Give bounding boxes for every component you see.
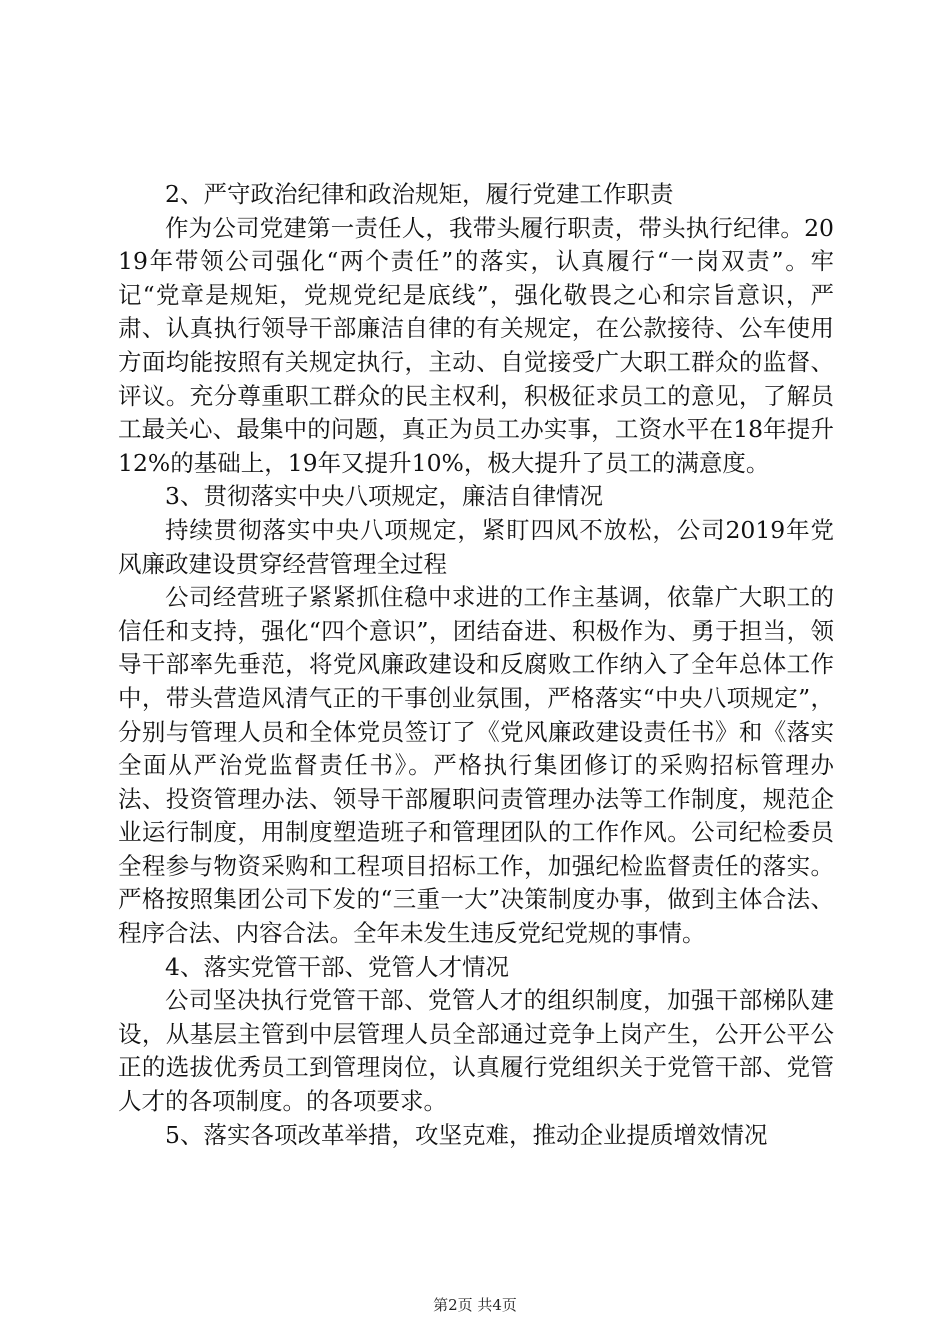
paragraph-party-responsibility: 作为公司党建第一责任人，我带头履行职责，带头执行纪律。2019年带领公司强化“两个责任”的落实，认真履行“一岗双责”。牢记“党章是规矩，党规党纪是底线”，强化敬畏之心和宗旨意识，严肃、认真执行领导干部廉洁自律的有关规定，在公款接待、公车使用方面均能按照有关规定执行，主动、自觉接受广大职工群众的监督、评议。充分尊重职工群众的民主权利，积极征求员工的意见，了解员工最关心、最集中的问题，真正为员工办实事，工资水平在18年提升12%的基础上，19年又提升10%，极大提升了员工的满意度。 <box>118 213 834 477</box>
section-heading-5: 5、落实各项改革举措，攻坚克难，推动企业提质增效情况 <box>165 1120 768 1149</box>
section-heading-4: 4、落实党管干部、党管人才情况 <box>165 952 509 981</box>
paragraph-eight-rules: 持续贯彻落实中央八项规定，紧盯四风不放松，公司2019年党风廉政建设贯穿经营管理全过程 <box>118 515 834 578</box>
document-body <box>118 178 834 1152</box>
section-heading-2: 2、严守政治纪律和政治规矩，履行党建工作职责 <box>165 180 674 208</box>
page-number-footer: 第2页 共4页 <box>433 1296 517 1314</box>
paragraph-management-team: 公司经营班子紧紧抓住稳中求进的工作主基调，依靠广大职工的信任和支持，强化“四个意识”，团结奋进、积极作为、勇于担当，领导干部率先垂范，将党风廉政建设和反腐败工作纳入了全年总体工作中，带头营造风清气正的干事创业氛围，严格落实“中央八项规定”，分别与管理人员和全体党员签订了《党风廉政建设责任书》和《落实全面从严治党监督责任书》。严格执行集团修订的采购招标管理办法、投资管理办法、领导干部履职问责管理办法等工作制度，规范企业运行制度，用制度塑造班子和管理团队的工作作风。公司纪检委员全程参与物资采购和工程项目招标工作，加强纪检监督责任的落实。严格按照集团公司下发的“三重一大”决策制度办事，做到主体合法、程序合法、内容合法。全年未发生违反党纪党规的事情。 <box>118 583 834 948</box>
paragraph-cadre-management: 公司坚决执行党管干部、党管人才的组织制度，加强干部梯队建设，从基层主管到中层管理人员全部通过竞争上岗产生，公开公平公正的选拔优秀员工到管理岗位，认真履行党组织关于党管干部、党管人才的各项制度。的各项要求。 <box>118 986 834 1116</box>
section-heading-3: 3、贯彻落实中央八项规定，廉洁自律情况 <box>165 482 603 511</box>
